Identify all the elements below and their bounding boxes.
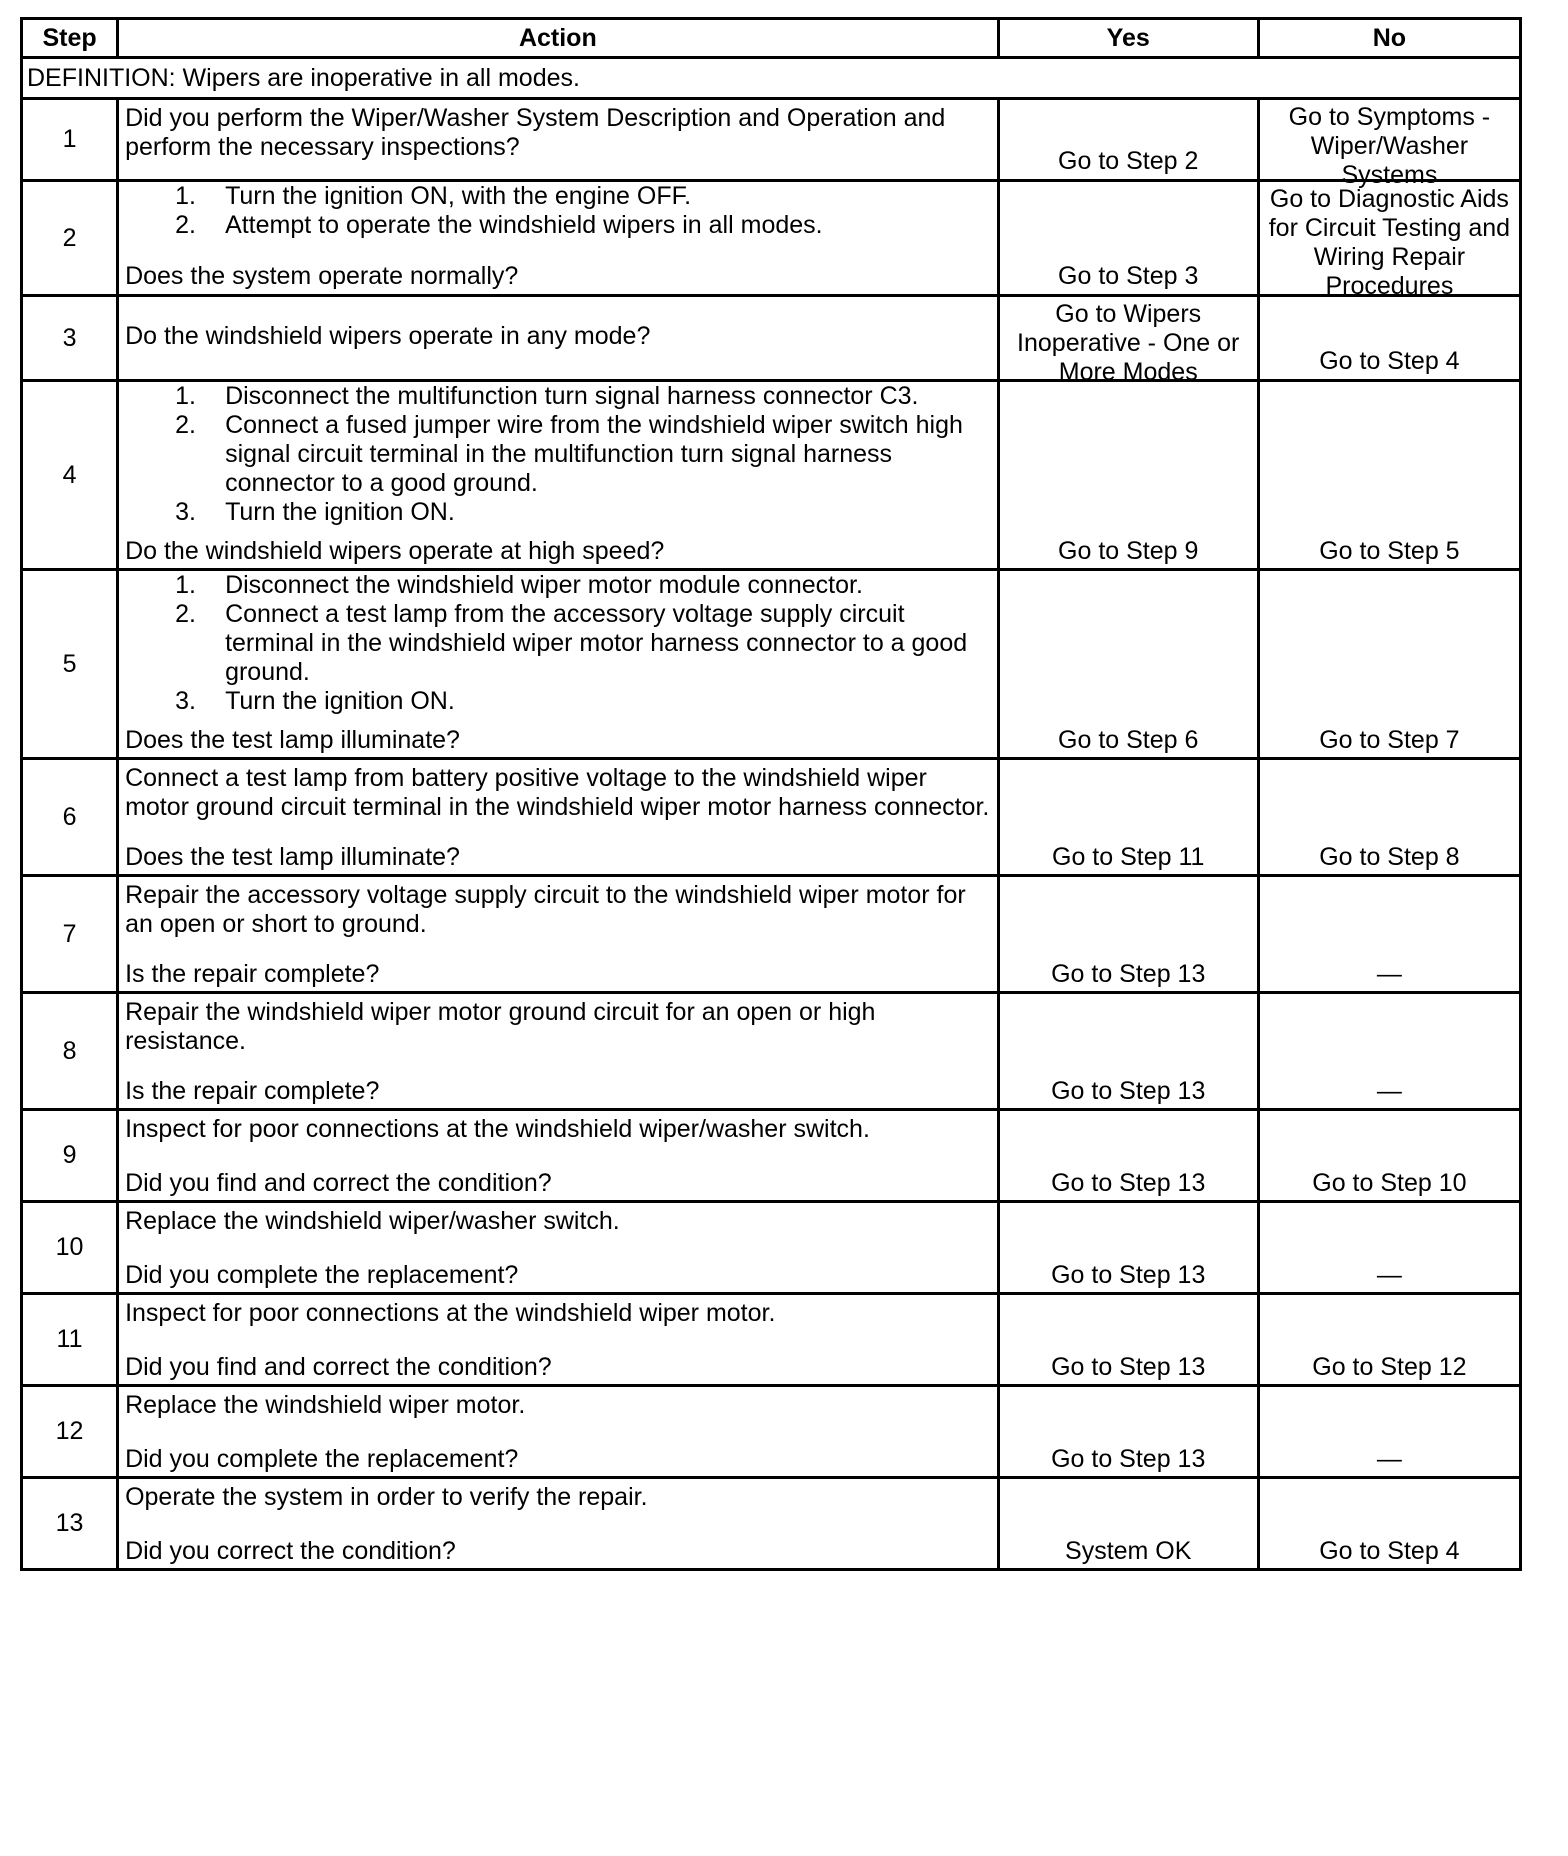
action-cell: [118, 1478, 999, 1570]
header-yes: Yes: [998, 19, 1258, 58]
no-cell: [1258, 759, 1520, 876]
substep-item: Disconnect the windshield wiper motor module connector.: [225, 571, 863, 599]
action-question: Did you correct the condition?: [125, 1537, 456, 1565]
action-question: Do the windshield wipers operate in any mode?: [125, 322, 651, 350]
action-substeps: [125, 182, 991, 240]
no-result: Go to Step 10: [1312, 1169, 1467, 1197]
table-row: [22, 1110, 1521, 1202]
header-step: Step: [22, 19, 118, 58]
table-row: [22, 876, 1521, 993]
step-number: 7: [22, 876, 118, 993]
yes-cell: [998, 993, 1258, 1110]
table-row: [22, 99, 1521, 181]
step-number: 13: [22, 1478, 118, 1570]
table-row: [22, 1294, 1521, 1386]
action-question: Does the test lamp illuminate?: [125, 726, 460, 754]
definition-text: DEFINITION: Wipers are inoperative in all modes.: [22, 58, 1521, 99]
table-row: [22, 381, 1521, 570]
yes-result: Go to Step 13: [1051, 1169, 1206, 1197]
yes-result: Go to Step 13: [1051, 960, 1206, 988]
substep-item: Turn the ignition ON.: [225, 498, 455, 526]
yes-result: Go to Step 13: [1051, 1077, 1206, 1105]
step-number: 2: [22, 181, 118, 296]
action-question: Does the test lamp illuminate?: [125, 843, 460, 871]
action-substeps: [125, 571, 991, 716]
header-action: Action: [118, 19, 999, 58]
yes-result: Go to Step 13: [1051, 1261, 1206, 1289]
substep-item: Disconnect the multifunction turn signal harness connector C3.: [225, 382, 919, 410]
substep-item: Attempt to operate the windshield wipers in all modes.: [225, 211, 823, 239]
substep-item: Turn the ignition ON.: [225, 687, 455, 715]
step-number: 9: [22, 1110, 118, 1202]
no-result: Go to Step 4: [1319, 1537, 1460, 1565]
header-no: No: [1258, 19, 1520, 58]
action-instruction: Inspect for poor connections at the windshield wiper motor.: [125, 1299, 776, 1327]
action-cell: [118, 1110, 999, 1202]
action-question: Is the repair complete?: [125, 960, 380, 988]
action-instruction: Operate the system in order to verify the repair.: [125, 1483, 648, 1511]
no-result: Go to Step 12: [1312, 1353, 1467, 1381]
yes-cell: [998, 759, 1258, 876]
no-cell: [1258, 993, 1520, 1110]
no-cell: [1258, 99, 1520, 189]
action-cell: [118, 876, 999, 993]
step-number: 12: [22, 1386, 118, 1478]
no-result: —: [1376, 1261, 1402, 1289]
substep-item: Turn the ignition ON, with the engine OFF.: [225, 182, 692, 210]
yes-cell: [998, 181, 1258, 296]
yes-cell: [998, 1478, 1258, 1570]
action-instruction: Connect a test lamp from battery positive voltage to the windshield wiper motor ground circuit terminal in the windshield wiper motor harness connector.: [125, 764, 990, 821]
action-cell: [118, 993, 999, 1110]
no-result: Go to Symptoms - Wiper/Washer Systems: [1288, 103, 1491, 189]
yes-result: Go to Step 13: [1051, 1445, 1206, 1473]
table-row: [22, 1386, 1521, 1478]
no-cell: [1258, 1478, 1520, 1570]
action-cell: [118, 181, 999, 296]
yes-result: Go to Step 3: [1058, 262, 1199, 290]
definition-row: [22, 58, 1521, 99]
no-cell: [1258, 570, 1520, 759]
no-result: —: [1376, 1077, 1402, 1105]
step-number: 4: [22, 381, 118, 570]
action-instruction: Repair the windshield wiper motor ground circuit for an open or high resistance.: [125, 998, 876, 1055]
action-substeps: [125, 382, 991, 527]
step-number: 5: [22, 570, 118, 759]
step-number: 1: [22, 99, 118, 181]
action-cell: [118, 570, 999, 759]
action-instruction: Replace the windshield wiper/washer switch.: [125, 1207, 620, 1235]
action-question: Did you complete the replacement?: [125, 1445, 519, 1473]
table-row: [22, 993, 1521, 1110]
table-row: [22, 1202, 1521, 1294]
no-result: Go to Step 8: [1319, 843, 1460, 871]
no-cell: [1258, 296, 1520, 381]
no-cell: [1258, 1294, 1520, 1386]
substep-item: Connect a fused jumper wire from the windshield wiper switch high signal circuit terminal in the multifunction turn signal harness connector to a good ground.: [225, 411, 963, 497]
no-cell: [1258, 1202, 1520, 1294]
yes-cell: [998, 876, 1258, 993]
yes-cell: [998, 1202, 1258, 1294]
no-cell: [1258, 381, 1520, 570]
yes-result: Go to Step 11: [1052, 843, 1205, 871]
action-cell: [118, 1202, 999, 1294]
yes-result: System OK: [1065, 1537, 1192, 1565]
no-cell: [1258, 181, 1520, 300]
action-instruction: Inspect for poor connections at the windshield wiper/washer switch.: [125, 1115, 870, 1143]
action-instruction: Did you perform the Wiper/Washer System Description and Operation and perform the necessary inspections?: [125, 104, 946, 161]
yes-cell: [998, 381, 1258, 570]
yes-cell: [998, 99, 1258, 181]
table-row: [22, 181, 1521, 296]
table-row: [22, 1478, 1521, 1570]
action-question: Did you find and correct the condition?: [125, 1353, 552, 1381]
yes-result: Go to Step 2: [1058, 147, 1199, 175]
yes-result: Go to Wipers Inoperative - One or More Modes: [1017, 300, 1240, 386]
action-cell: [118, 296, 999, 381]
substep-item: Connect a test lamp from the accessory voltage supply circuit terminal in the windshield wiper motor harness connector to a good ground.: [225, 600, 968, 686]
step-number: 11: [22, 1294, 118, 1386]
yes-result: Go to Step 9: [1058, 537, 1199, 565]
yes-cell: [998, 570, 1258, 759]
diagnostic-table: [20, 17, 1522, 1571]
table-row: [22, 759, 1521, 876]
no-result: Go to Step 4: [1319, 347, 1460, 375]
action-question: Does the system operate normally?: [125, 262, 519, 290]
step-number: 10: [22, 1202, 118, 1294]
action-question: Is the repair complete?: [125, 1077, 380, 1105]
no-result: Go to Step 7: [1319, 726, 1460, 754]
action-cell: [118, 1386, 999, 1478]
no-cell: [1258, 876, 1520, 993]
yes-result: Go to Step 13: [1051, 1353, 1206, 1381]
header-row: [22, 19, 1521, 58]
step-number: 6: [22, 759, 118, 876]
action-cell: [118, 381, 999, 570]
no-cell: [1258, 1110, 1520, 1202]
no-result: —: [1376, 960, 1402, 988]
table-row: [22, 570, 1521, 759]
action-cell: [118, 1294, 999, 1386]
action-question: Did you find and correct the condition?: [125, 1169, 552, 1197]
action-instruction: Repair the accessory voltage supply circuit to the windshield wiper motor for an open or short to ground.: [125, 881, 966, 938]
yes-cell: [998, 1110, 1258, 1202]
no-cell: [1258, 1386, 1520, 1478]
yes-cell: [998, 1294, 1258, 1386]
step-number: 8: [22, 993, 118, 1110]
action-cell: [118, 759, 999, 876]
yes-result: Go to Step 6: [1058, 726, 1199, 754]
table-row: [22, 296, 1521, 381]
no-result: Go to Step 5: [1319, 537, 1460, 565]
action-question: Did you complete the replacement?: [125, 1261, 519, 1289]
action-cell: [118, 99, 999, 181]
yes-cell: [998, 296, 1258, 386]
yes-cell: [998, 1386, 1258, 1478]
no-result: —: [1376, 1445, 1402, 1473]
action-instruction: Replace the windshield wiper motor.: [125, 1391, 526, 1419]
no-result: Go to Diagnostic Aids for Circuit Testing and Wiring Repair Procedures: [1268, 185, 1511, 300]
action-question: Do the windshield wipers operate at high speed?: [125, 537, 665, 565]
step-number: 3: [22, 296, 118, 381]
